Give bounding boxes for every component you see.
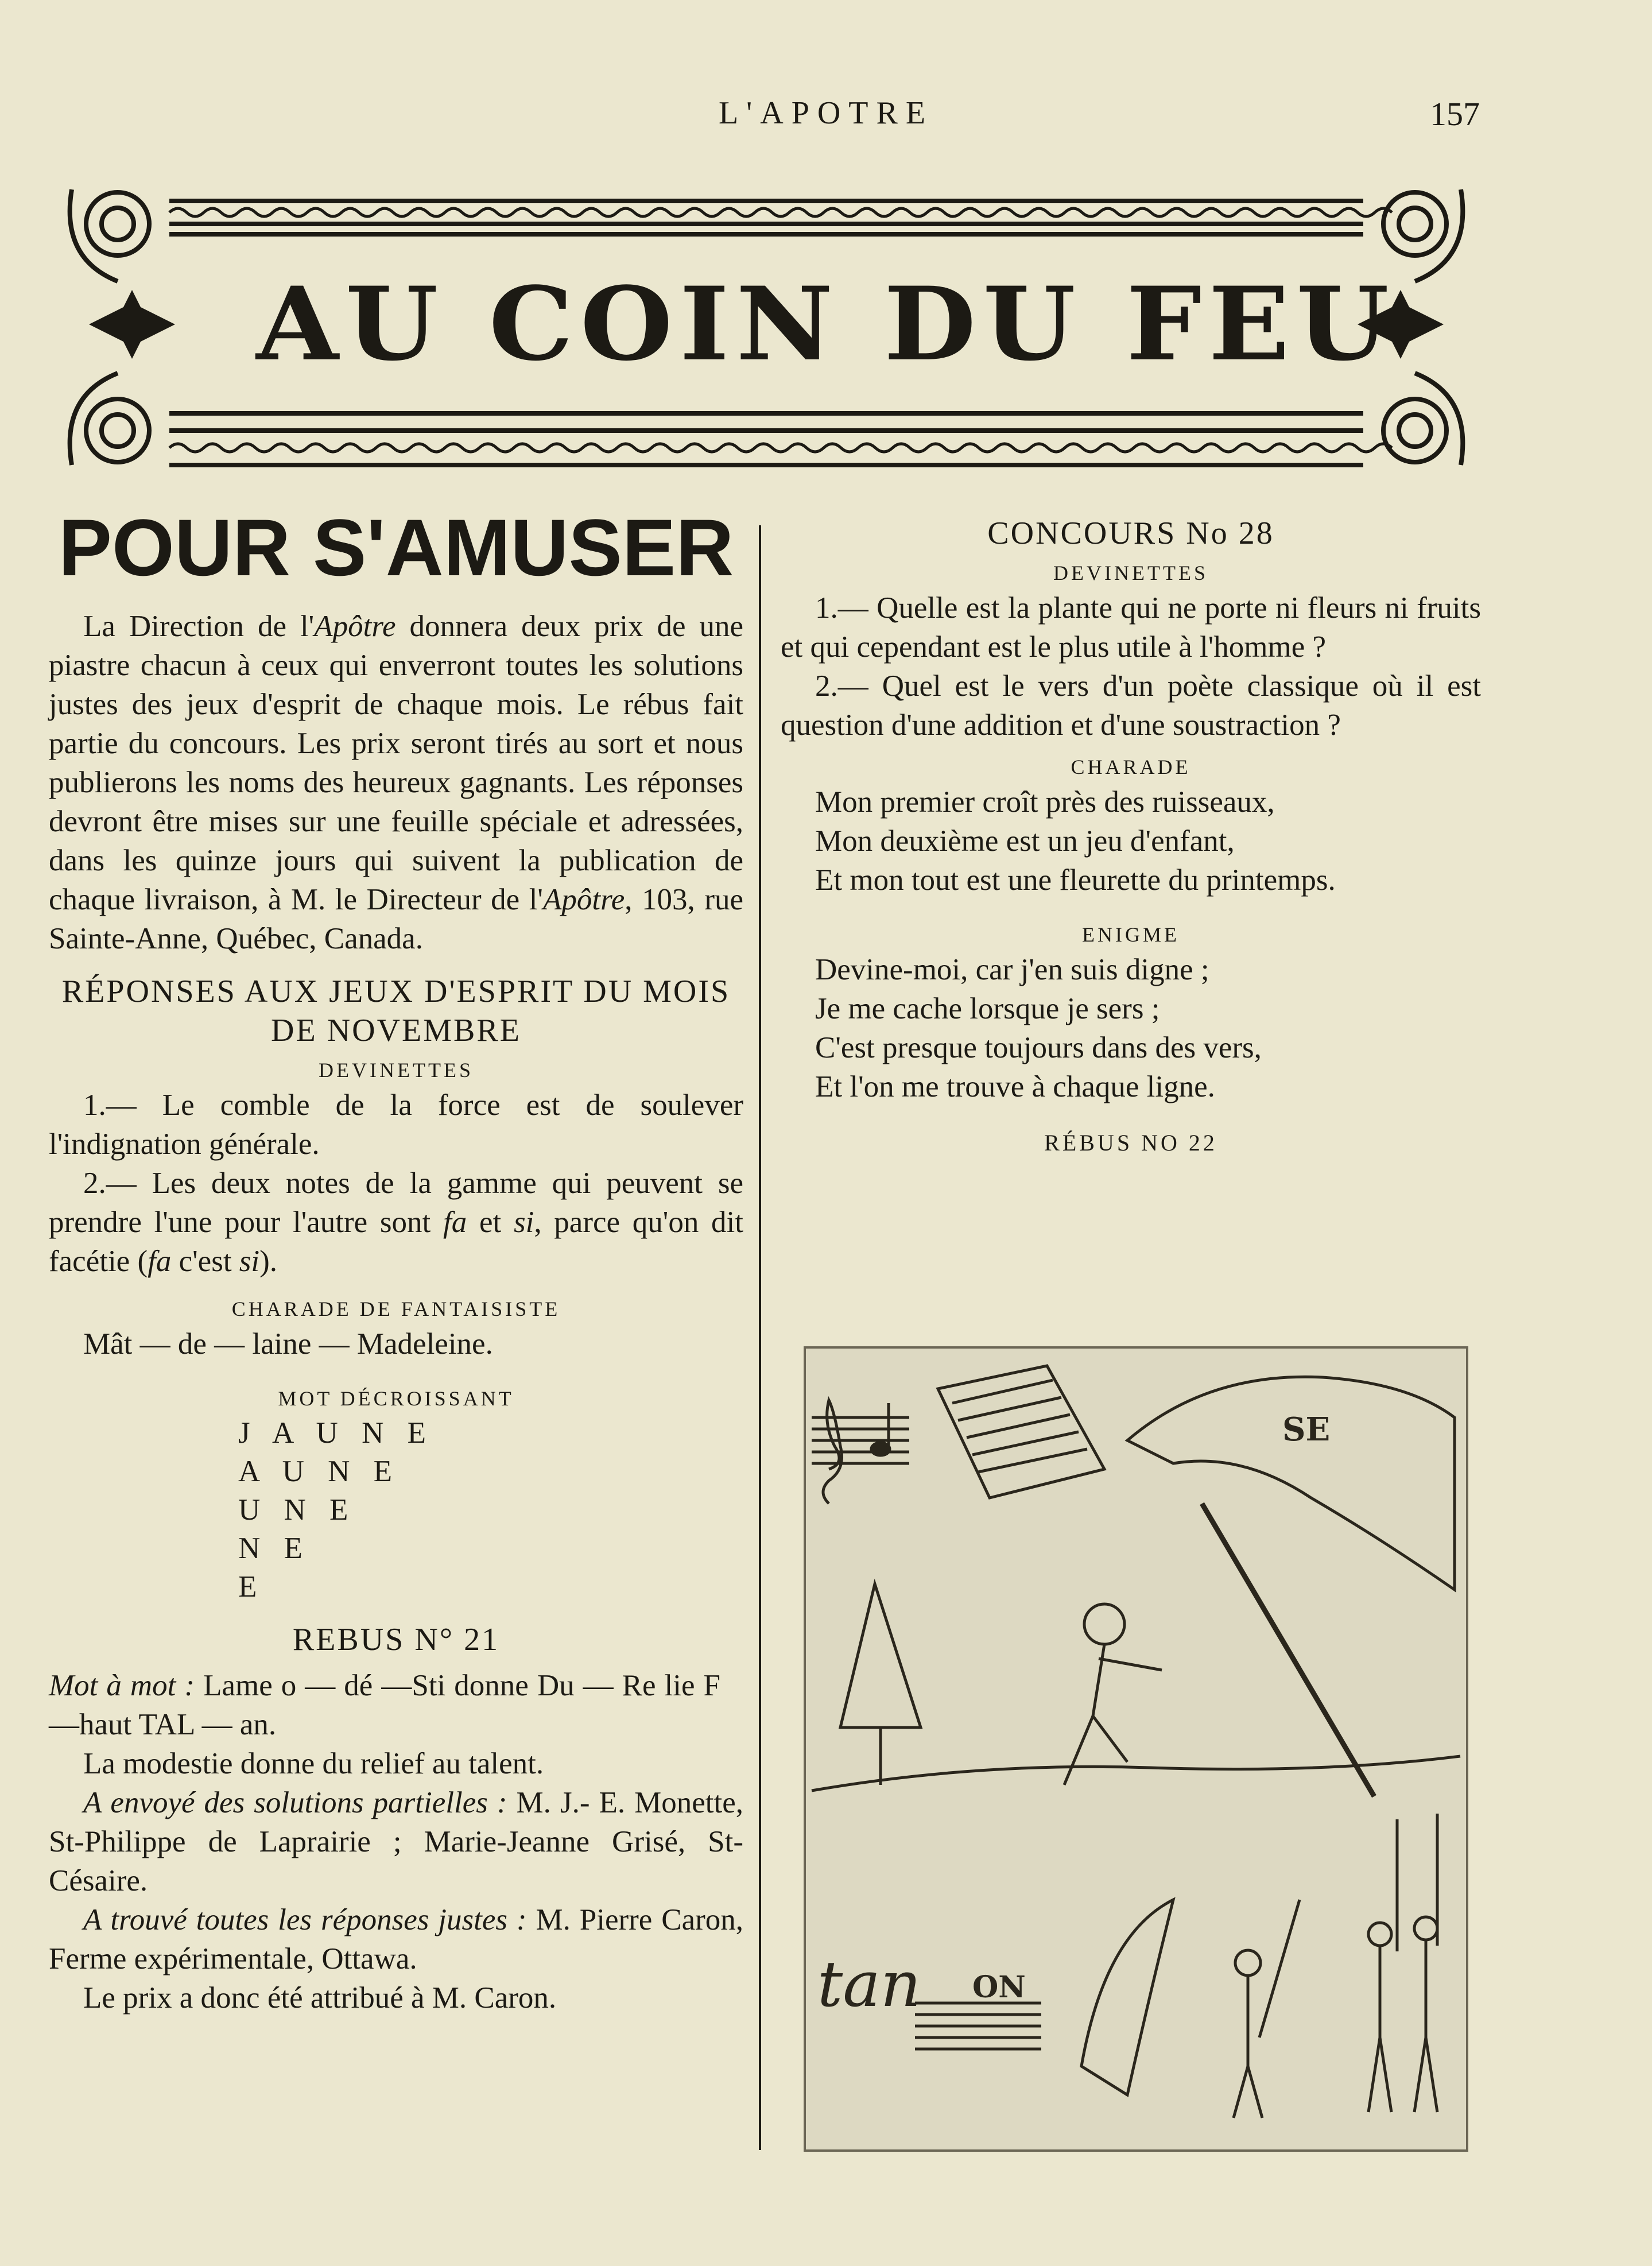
charade-answer: Mât — de — laine — Madeleine. [83, 1327, 493, 1361]
verse-line: Je me cache lorsque je sers ; [815, 992, 1160, 1025]
music-staff-icon [812, 1400, 909, 1504]
charade-fantaisiste-label: CHARADE DE FANTAISISTE [231, 1297, 561, 1320]
partial-solvers: A envoyé des solutions partielles : M. J.- E. Monette, St-Philippe de Laprairie ; Marie-Jeanne Grisé, St-Césaire. [49, 1786, 743, 1897]
contest-intro: La Direction de l'Apôtre donnera deux prix de une piastre chacun à ceux qui enverront toutes les solutions justes des jeux d'esprit de chaque mois. Le rébus fait partie du concours. Les prix seront tirés au sort et nous publierons les noms des heureux gagnants. Les réponses devront être mises sur une feuille spéciale et adressées, dans les quinze jours qui suivent la publication de chaque livraison, à M. le Directeur de l'Apôtre, 103, rue Sainte-Anne, Québec, Canada. [49, 610, 743, 955]
verse-line: Mon deuxième est un jeu d'enfant, [815, 824, 1235, 858]
letter-icon [938, 1366, 1104, 1498]
devinettes-label: DEVINETTES [1053, 561, 1208, 584]
right-column [781, 514, 1481, 1160]
verse-line: C'est presque toujours dans des vers, [815, 1031, 1262, 1064]
devinettes-label: DEVINETTES [319, 1059, 474, 1082]
verse-line: Devine-moi, car j'en suis digne ; [815, 953, 1209, 986]
word-list [49, 1414, 743, 1606]
verse-line: Et l'on me trouve à chaque ligne. [815, 1070, 1215, 1103]
rebus-drawing [806, 1349, 1466, 2149]
rebus-text-on: ON [972, 1970, 1026, 2005]
charade-verse [781, 783, 1481, 900]
answers-heading: RÉPONSES AUX JEUX D'ESPRIT DU MOIS DE NOVEMBRE [61, 974, 731, 1048]
headline: POUR S'AMUSER [58, 502, 734, 592]
verse-line: Mon premier croît près des ruisseaux, [815, 785, 1275, 819]
word-list-item: E [238, 1570, 265, 1603]
column-divider [759, 525, 761, 2150]
mot-decroissant-label: MOT DÉCROISSANT [278, 1387, 514, 1410]
concours-heading: CONCOURS No 28 [987, 516, 1274, 551]
music-staff-2-icon [915, 2003, 1041, 2049]
banner-title: AU COIN DU FEU [256, 264, 1396, 384]
rebus-22-label: RÉBUS NO 22 [1044, 1130, 1217, 1156]
tree-icon [840, 1584, 921, 1727]
enigme-verse [781, 950, 1481, 1106]
answer-1: 1.— Le comble de la force est de soulever l'indignation générale. [49, 1089, 743, 1161]
word-list-item: N E [238, 1532, 311, 1565]
soldiers-icon [1234, 1814, 1437, 2118]
modestie-answer: La modestie donne du relief au talent. [83, 1747, 544, 1780]
cliff-icon [1127, 1377, 1455, 1590]
enigme-label: ENIGME [1082, 923, 1180, 946]
full-solver: A trouvé toutes les réponses justes : M. Pierre Caron, Ferme expérimentale, Ottawa. [49, 1903, 743, 1976]
charade-label: CHARADE [1071, 756, 1191, 778]
rebus-21-heading: REBUS N° 21 [292, 1622, 500, 1657]
wing-icon [1081, 1900, 1173, 2095]
word-list-item: U N E [238, 1493, 356, 1527]
question-2: 2.— Quel est le vers d'un poète classique où il est question d'une addition et d'une soustraction ? [781, 669, 1481, 742]
running-title: L'APOTRE [718, 95, 934, 131]
word-list-item: A U N E [238, 1455, 401, 1488]
left-column [49, 502, 743, 2017]
figure-icon [1064, 1604, 1162, 1785]
verse-line: Et mon tout est une fleurette du printemps. [815, 863, 1336, 897]
mot-a-mot: Mot à mot : Lame o — dé —Sti donne Du — Re lie F —haut TAL — an. [49, 1669, 720, 1741]
rebus-text-tan: tan [817, 1947, 921, 2021]
answer-2: 2.— Les deux notes de la gamme qui peuvent se prendre l'une pour l'autre sont fa et si, parce qu'on dit facétie (fa c'est si). [49, 1167, 743, 1278]
page-number: 157 [1430, 95, 1480, 133]
pole-icon [1202, 1504, 1374, 1796]
rebus-text-se: SE [1282, 1411, 1331, 1448]
rebus-illustration [804, 1346, 1468, 2152]
word-list-item: J A U N E [238, 1416, 434, 1450]
question-1: 1.— Quelle est la plante qui ne porte ni fleurs ni fruits et qui cependant est le plus utile à l'homme ? [781, 591, 1481, 664]
prize-winner: Le prix a donc été attribué à M. Caron. [83, 1981, 557, 2015]
